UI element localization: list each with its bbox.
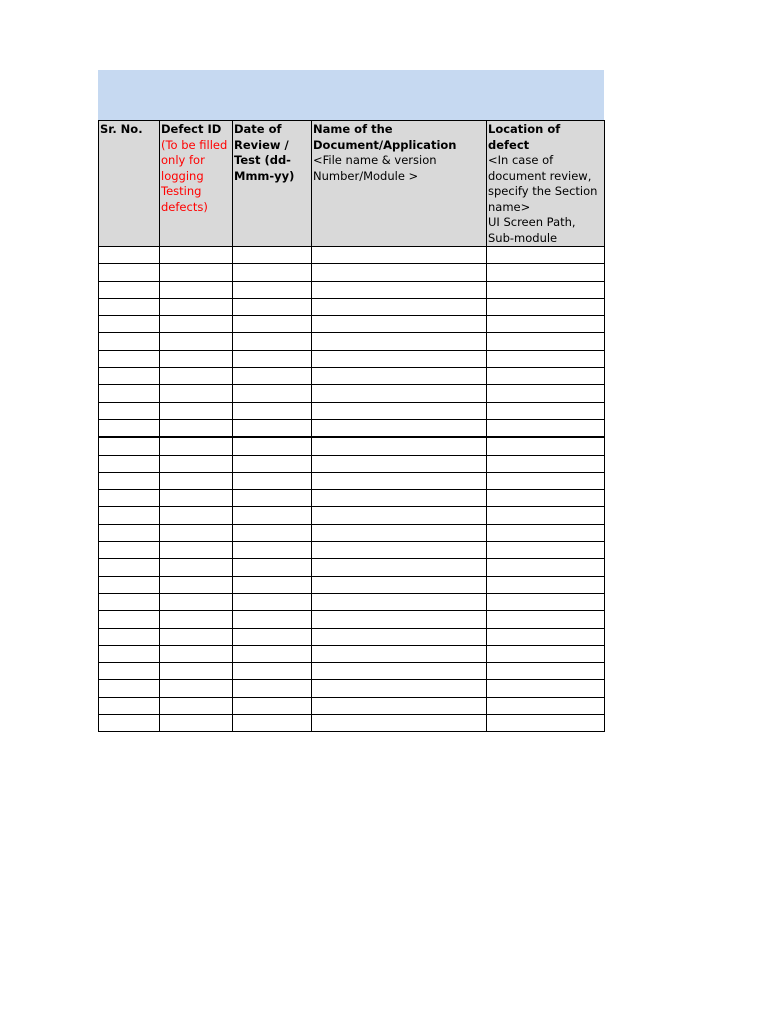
- table-cell[interactable]: [487, 247, 605, 264]
- table-cell[interactable]: [487, 455, 605, 472]
- table-cell[interactable]: [99, 663, 160, 680]
- column-title: Date of Review / Test (dd-Mmm-yy): [234, 122, 295, 183]
- table-cell[interactable]: [99, 645, 160, 662]
- table-cell[interactable]: [312, 576, 487, 593]
- table-row: [99, 419, 605, 437]
- table-row: [99, 472, 605, 489]
- table-cell[interactable]: [487, 298, 605, 315]
- table-row: [99, 542, 605, 559]
- table-cell[interactable]: [487, 507, 605, 524]
- table-cell[interactable]: [487, 524, 605, 541]
- table-cell[interactable]: [160, 350, 233, 367]
- table-cell[interactable]: [233, 524, 312, 541]
- table-row: [99, 333, 605, 350]
- table-row: [99, 697, 605, 714]
- table-cell[interactable]: [233, 316, 312, 333]
- table-cell[interactable]: [160, 247, 233, 264]
- table-cell[interactable]: [99, 697, 160, 714]
- table-cell[interactable]: [99, 593, 160, 610]
- column-header-sr-no: [99, 121, 160, 247]
- table-cell[interactable]: [233, 298, 312, 315]
- table-cell[interactable]: [99, 402, 160, 419]
- table-row: [99, 663, 605, 680]
- table-cell[interactable]: [487, 316, 605, 333]
- table-cell[interactable]: [312, 715, 487, 732]
- table-cell[interactable]: [99, 680, 160, 697]
- table-cell[interactable]: [312, 628, 487, 645]
- table-cell[interactable]: [160, 559, 233, 576]
- defect-log-sheet: [98, 70, 604, 732]
- table-cell[interactable]: [312, 490, 487, 507]
- table-cell[interactable]: [487, 542, 605, 559]
- table-cell[interactable]: [487, 697, 605, 714]
- table-cell[interactable]: [487, 593, 605, 610]
- table-cell[interactable]: [487, 645, 605, 662]
- table-cell[interactable]: [160, 385, 233, 402]
- table-cell[interactable]: [312, 559, 487, 576]
- table-cell[interactable]: [487, 628, 605, 645]
- table-cell[interactable]: [99, 368, 160, 385]
- column-note: (To be filled only for logging Testing defects): [161, 137, 228, 214]
- column-header-location: [487, 121, 605, 247]
- table-cell[interactable]: [233, 472, 312, 489]
- table-cell[interactable]: [160, 264, 233, 281]
- table-cell[interactable]: [99, 455, 160, 472]
- column-note: <In case of document review, specify the Section name>: [488, 153, 598, 214]
- header-banner: [98, 70, 604, 120]
- table-cell[interactable]: [233, 576, 312, 593]
- column-title: Sr. No.: [100, 122, 143, 136]
- table-cell[interactable]: [233, 350, 312, 367]
- column-title: Location of defect: [488, 122, 561, 152]
- table-cell[interactable]: [233, 559, 312, 576]
- column-note: <File name & version Number/Module >: [313, 153, 437, 183]
- table-row: [99, 350, 605, 367]
- table-cell[interactable]: [233, 402, 312, 419]
- table-cell[interactable]: [312, 385, 487, 402]
- table-cell[interactable]: [99, 507, 160, 524]
- table-row: [99, 628, 605, 645]
- table-cell[interactable]: [312, 247, 487, 264]
- table-cell[interactable]: [312, 350, 487, 367]
- table-cell[interactable]: [312, 419, 487, 437]
- table-row: [99, 247, 605, 264]
- table-cell[interactable]: [99, 628, 160, 645]
- table-cell[interactable]: [233, 507, 312, 524]
- table-cell[interactable]: [99, 559, 160, 576]
- column-title: Name of the Document/Application: [313, 122, 457, 152]
- table-cell[interactable]: [233, 490, 312, 507]
- table-cell[interactable]: [487, 368, 605, 385]
- table-body: [99, 247, 605, 732]
- table-cell[interactable]: [312, 507, 487, 524]
- table-cell[interactable]: [312, 645, 487, 662]
- table-cell[interactable]: [487, 281, 605, 298]
- table-cell[interactable]: [99, 542, 160, 559]
- table-cell[interactable]: [99, 576, 160, 593]
- table-cell[interactable]: [99, 298, 160, 315]
- table-cell[interactable]: [233, 645, 312, 662]
- table-cell[interactable]: [233, 611, 312, 628]
- table-cell[interactable]: [160, 645, 233, 662]
- table-cell[interactable]: [160, 281, 233, 298]
- table-cell[interactable]: [99, 316, 160, 333]
- table-cell[interactable]: [487, 385, 605, 402]
- table-cell[interactable]: [99, 281, 160, 298]
- table-cell[interactable]: [160, 576, 233, 593]
- column-title: Defect ID: [161, 122, 222, 136]
- defect-log-table: [98, 120, 605, 732]
- header-row: [99, 121, 605, 247]
- table-cell[interactable]: [312, 680, 487, 697]
- table-cell[interactable]: [99, 472, 160, 489]
- table-row: [99, 490, 605, 507]
- table-cell[interactable]: [233, 385, 312, 402]
- table-cell[interactable]: [160, 316, 233, 333]
- table-cell[interactable]: [99, 715, 160, 732]
- table-cell[interactable]: [160, 628, 233, 645]
- table-cell[interactable]: [160, 697, 233, 714]
- column-header-defect-id: [160, 121, 233, 247]
- table-cell[interactable]: [312, 333, 487, 350]
- table-cell[interactable]: [312, 264, 487, 281]
- table-cell[interactable]: [487, 350, 605, 367]
- table-cell[interactable]: [160, 715, 233, 732]
- table-row: [99, 298, 605, 315]
- table-row: [99, 524, 605, 541]
- table-row: [99, 437, 605, 455]
- table-cell[interactable]: [160, 680, 233, 697]
- table-cell[interactable]: [312, 524, 487, 541]
- table-cell[interactable]: [99, 350, 160, 367]
- table-cell[interactable]: [312, 472, 487, 489]
- table-cell[interactable]: [487, 715, 605, 732]
- table-cell[interactable]: [487, 611, 605, 628]
- table-cell[interactable]: [160, 402, 233, 419]
- table-cell[interactable]: [487, 576, 605, 593]
- table-cell[interactable]: [99, 524, 160, 541]
- table-cell[interactable]: [233, 281, 312, 298]
- table-cell[interactable]: [160, 455, 233, 472]
- table-cell[interactable]: [233, 437, 312, 455]
- table-cell[interactable]: [233, 663, 312, 680]
- table-cell[interactable]: [233, 264, 312, 281]
- table-cell[interactable]: [312, 316, 487, 333]
- table-cell[interactable]: [160, 490, 233, 507]
- table-cell[interactable]: [312, 368, 487, 385]
- table-cell[interactable]: [160, 593, 233, 610]
- column-header-date: [233, 121, 312, 247]
- table-row: [99, 281, 605, 298]
- table-cell[interactable]: [487, 333, 605, 350]
- table-cell[interactable]: [487, 419, 605, 437]
- table-cell[interactable]: [99, 419, 160, 437]
- table-row: [99, 316, 605, 333]
- table-cell[interactable]: [312, 402, 487, 419]
- table-row: [99, 576, 605, 593]
- table-row: [99, 645, 605, 662]
- table-cell[interactable]: [233, 333, 312, 350]
- table-cell[interactable]: [99, 611, 160, 628]
- table-cell[interactable]: [233, 715, 312, 732]
- table-cell[interactable]: [487, 490, 605, 507]
- table-cell[interactable]: [160, 437, 233, 455]
- table-cell[interactable]: [312, 281, 487, 298]
- table-row: [99, 368, 605, 385]
- table-cell[interactable]: [160, 507, 233, 524]
- table-cell[interactable]: [160, 663, 233, 680]
- table-cell[interactable]: [233, 593, 312, 610]
- table-cell[interactable]: [160, 524, 233, 541]
- table-cell[interactable]: [312, 697, 487, 714]
- table-cell[interactable]: [160, 611, 233, 628]
- table-cell[interactable]: [487, 264, 605, 281]
- table-row: [99, 715, 605, 732]
- table-cell[interactable]: [160, 368, 233, 385]
- table-cell[interactable]: [160, 542, 233, 559]
- table-cell[interactable]: [233, 455, 312, 472]
- table-cell[interactable]: [160, 472, 233, 489]
- table-cell[interactable]: [233, 368, 312, 385]
- table-cell[interactable]: [233, 419, 312, 437]
- table-cell[interactable]: [160, 333, 233, 350]
- table-row: [99, 507, 605, 524]
- table-cell[interactable]: [312, 593, 487, 610]
- table-cell[interactable]: [312, 298, 487, 315]
- table-row: [99, 680, 605, 697]
- table-row: [99, 264, 605, 281]
- table-cell[interactable]: [233, 697, 312, 714]
- table-cell[interactable]: [312, 542, 487, 559]
- table-cell[interactable]: [99, 264, 160, 281]
- table-cell[interactable]: [99, 490, 160, 507]
- table-cell[interactable]: [233, 628, 312, 645]
- table-cell[interactable]: [99, 247, 160, 264]
- table-cell[interactable]: [487, 437, 605, 455]
- table-cell[interactable]: [312, 663, 487, 680]
- table-cell[interactable]: [312, 455, 487, 472]
- table-row: [99, 611, 605, 628]
- table-cell[interactable]: [160, 298, 233, 315]
- table-cell[interactable]: [99, 385, 160, 402]
- table-cell[interactable]: [99, 437, 160, 455]
- table-cell[interactable]: [312, 437, 487, 455]
- table-cell[interactable]: [487, 472, 605, 489]
- table-cell[interactable]: [233, 542, 312, 559]
- table-cell[interactable]: [99, 333, 160, 350]
- table-cell[interactable]: [160, 419, 233, 437]
- column-header-document-name: [312, 121, 487, 247]
- table-row: [99, 385, 605, 402]
- table-cell[interactable]: [487, 663, 605, 680]
- column-note-secondary: UI Screen Path, Sub-module: [488, 215, 576, 245]
- table-cell[interactable]: [487, 680, 605, 697]
- table-row: [99, 455, 605, 472]
- table-cell[interactable]: [233, 680, 312, 697]
- table-cell[interactable]: [233, 247, 312, 264]
- table-cell[interactable]: [312, 611, 487, 628]
- table-cell[interactable]: [487, 402, 605, 419]
- table-cell[interactable]: [487, 559, 605, 576]
- table-row: [99, 559, 605, 576]
- table-row: [99, 593, 605, 610]
- table-row: [99, 402, 605, 419]
